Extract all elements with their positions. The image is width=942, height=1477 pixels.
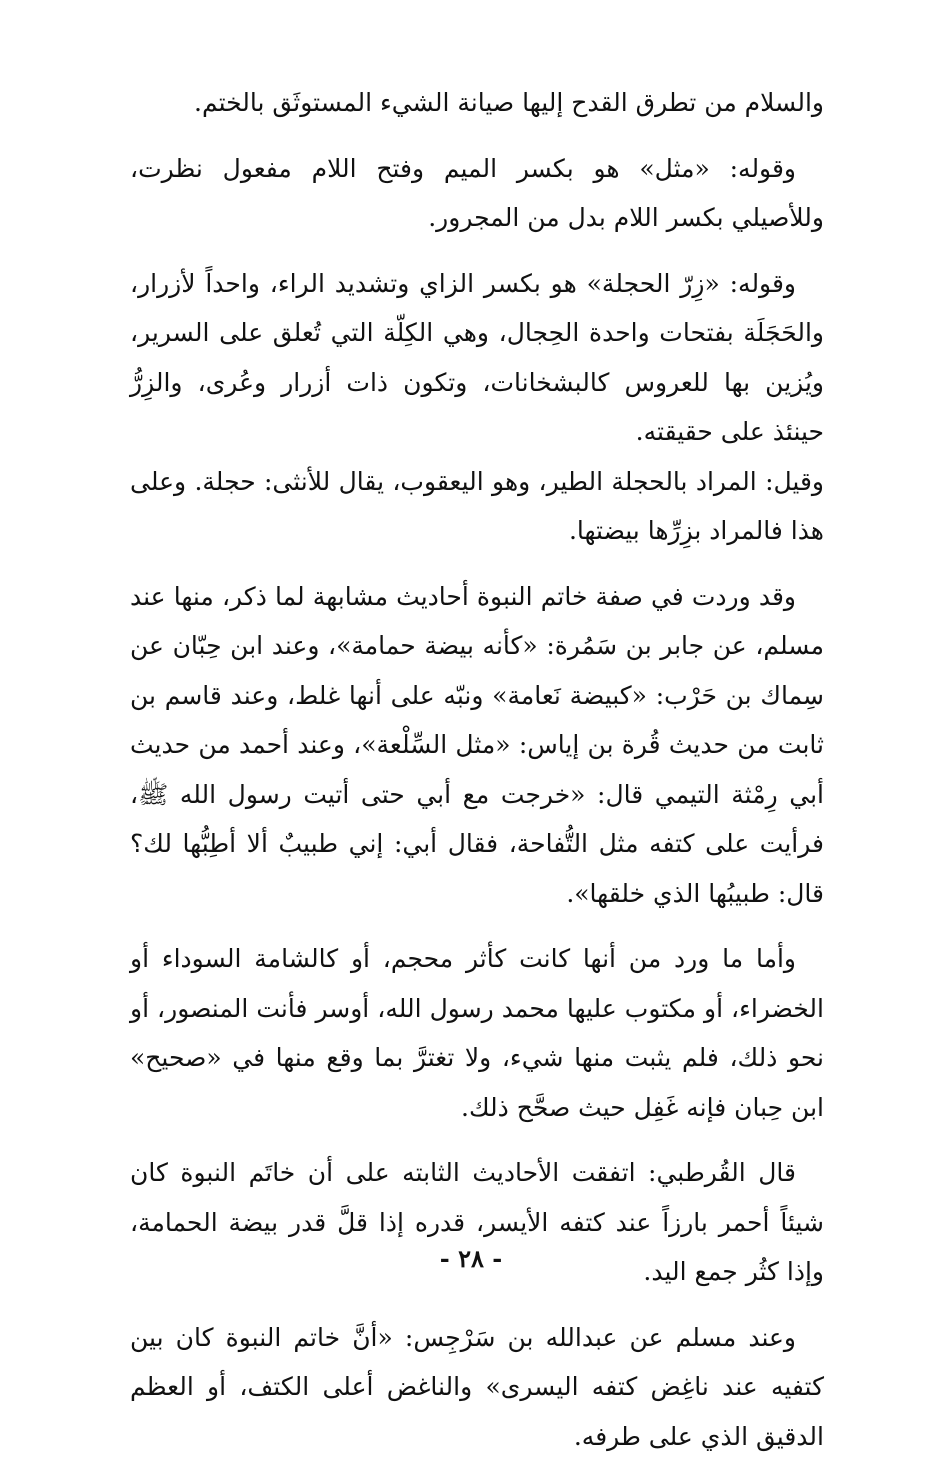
- paragraph-5: وقد وردت في صفة خاتم النبوة أحاديث مشابهة لما ذكر، منها عند مسلم، عن جابر بن سَمُرة: «كأنه بيضة حمامة»، وعند ابن حِبّان عن سِماك بن حَرْب: «كبيضة نَعامة» ونبّه على أنها غلط، وعند قاسم بن ثابت من حديث قُرة بن إياس: «مثل السِّلْعة»، وعند أحمد من حديث أبي رِمْثة التيمي قال: «خرجت مع أبي حتى أتيت رسول الله ﷺ، فرأيت على كتفه مثل التُّفاحة، فقال أبي: إني طبيبٌ ألا أطِبُّها لك؟ قال: طبيبُها الذي خلقها».: [130, 581, 824, 908]
- paragraph-6: وأما ما ورد من أنها كانت كأثر محجم، أو كالشامة السوداء أو الخضراء، أو مكتوب عليها محمد رسول الله، أوسر فأنت المنصور، أو نحو ذلك، فلم يثبت منها شيء، ولا تغترَّ بما وقع منها في «صحيح» ابن حِبان فإنه غَفِل حيث صحَّح ذلك.: [130, 944, 824, 1122]
- paragraph-7: قال القُرطبي: اتفقت الأحاديث الثابته على أن خاتَم النبوة كان شيئاً أحمر بارزاً عند كتفه الأيسر، قدره إذا قلَّ قدر بيضة الحمامة، وإذا كثُر جمع اليد.: [130, 1158, 824, 1286]
- paragraph-1: والسلام من تطرق القدح إليها صيانة الشيء المستوثَق بالختم.: [194, 88, 824, 117]
- paragraph-8: وعند مسلم عن عبدالله بن سَرْجِس: «أنَّ خاتم النبوة كان بين كتفيه عند ناغِض كتفه اليسرى» والناغض أعلى الكتف، أو العظم الدقيق الذي على طرفه.: [130, 1322, 824, 1451]
- paragraph-3: وقوله: «زِرّ الحجلة» هو بكسر الزاي وتشديد الراء، واحداً لأزرار، والحَجَلَة بفتحات واحدة الحِجال، وهي الكِلّة التي تُعلق على السرير، ويُزين بها للعروس كالبشخانات، وتكون ذات أزرار وعُرى، والزِرُّ حينئذ على حقيقته.: [130, 268, 824, 446]
- paragraph-4: وقيل: المراد بالحجلة الطير، وهو اليعقوب، يقال للأنثى: حجلة. وعلى هذا فالمراد بزِرِّها بيضتها.: [130, 466, 824, 545]
- paragraph-2: وقوله: «مثل» هو بكسر الميم وفتح اللام مفعول نظرت، وللأصيلي بكسر اللام بدل من المجرور.: [130, 153, 824, 232]
- page-number: - ٢٨ -: [439, 1244, 503, 1273]
